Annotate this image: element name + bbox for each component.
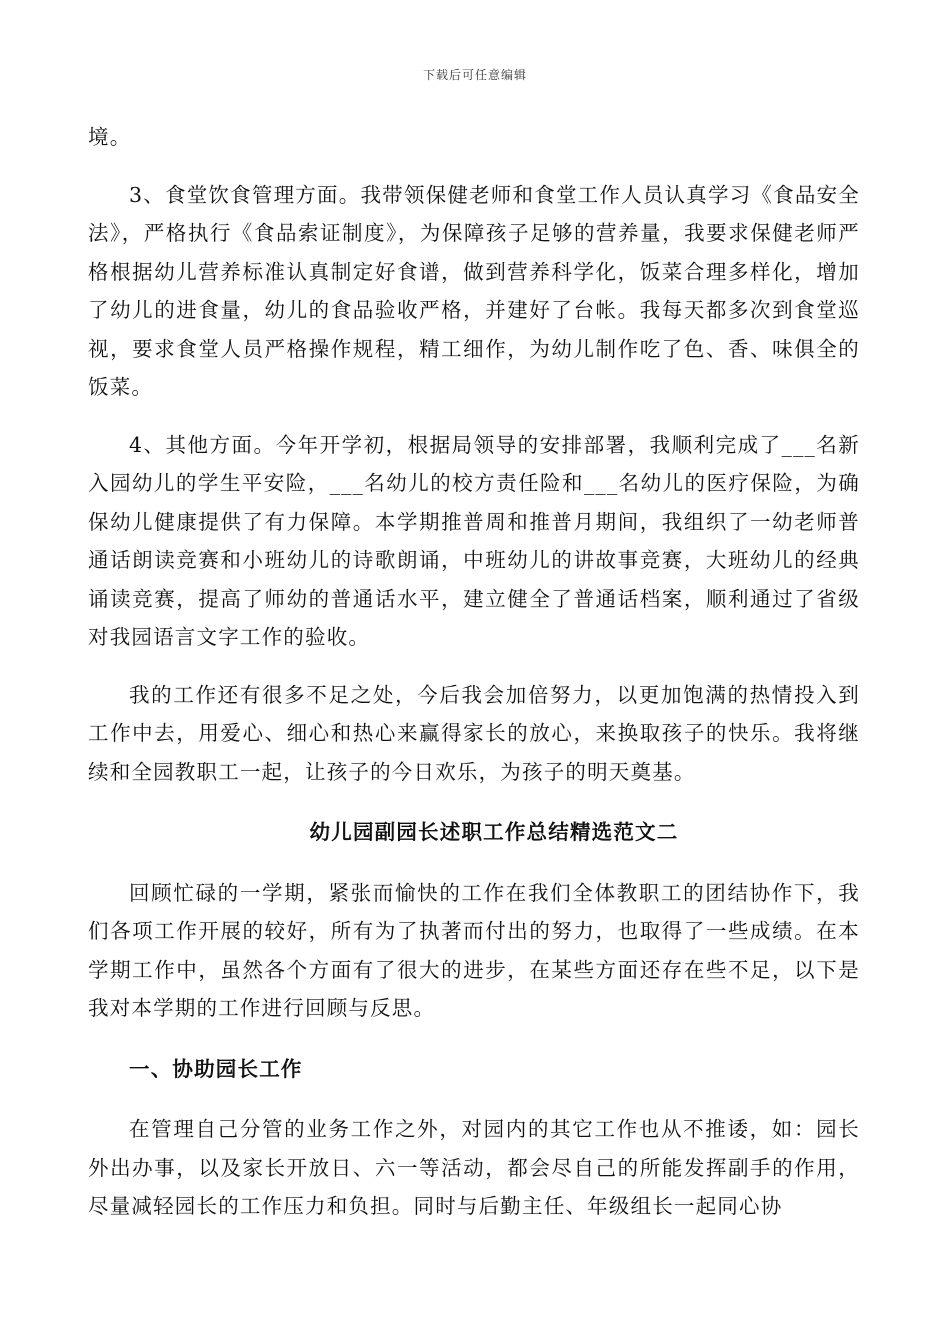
paragraph-shortcomings: 我的工作还有很多不足之处，今后我会加倍努力，以更加饱满的热情投入到工作中去，用爱心、细心和热心来赢得家长的放心，来换取孩子的快乐。我将继续和全园教职工一起，让孩子的今日欢乐，为孩子的明天奠基。 xyxy=(88,682,860,784)
header-note: 下载后可任意编辑 xyxy=(422,68,527,82)
paragraph-other-aspects: 4、其他方面。今年开学初，根据局领导的安排部署，我顺利完成了___名新入园幼儿的学生平安险，___名幼儿的校方责任险和___名幼儿的医疗保险，为确保幼儿健康提供了有力保障。本学期推普周和推普月期间，我组织了一幼老师普通话朗读竞赛和小班幼儿的诗歌朗诵，中班幼儿的讲故事竞赛，大班幼儿的经典诵读竞赛，提高了师幼的普通话水平，建立健全了普通话档案，顺利通过了省级对我园语言文字工作的验收。 xyxy=(88,432,860,649)
paragraph-review: 回顾忙碌的一学期，紧张而愉快的工作在我们全体教职工的团结协作下，我们各项工作开展的较好，所有为了执著而付出的努力，也取得了一些成绩。在本学期工作中，虽然各个方面有了很大的进步，在某些方面还存在些不足，以下是我对本学期的工作进行回顾与反思。 xyxy=(88,880,860,1020)
paragraph-continuation: 境。 xyxy=(88,125,132,149)
paragraph-canteen-management: 3、食堂饮食管理方面。我带领保健老师和食堂工作人员认真学习《食品安全法》，严格执行《食品索证制度》，为保障孩子足够的营养量，我要求保健老师严格根据幼儿营养标准认真制定好食谱，做到营养科学化，饭菜合理多样化，增加了幼儿的进食量，幼儿的食品验收严格，并建好了台帐。我每天都多次到食堂巡视，要求食堂人员严格操作规程，精工细作，为幼儿制作吃了色、香、味俱全的饭菜。 xyxy=(88,182,860,399)
paragraph-assist-principal: 在管理自己分管的业务工作之外，对园内的其它工作也从不推诿，如：园长外出办事，以及家长开放日、六一等活动，都会尽自己的所能发挥副手的作用，尽量减轻园长的工作压力和负担。同时与后勤主任、年级组长一起同心协 xyxy=(88,1117,860,1218)
document-body xyxy=(88,118,860,1226)
section-title: 幼儿园副园长述职工作总结精选范文二 xyxy=(309,820,679,844)
subheading-assist-principal: 一、协助园长工作 xyxy=(129,1056,303,1081)
